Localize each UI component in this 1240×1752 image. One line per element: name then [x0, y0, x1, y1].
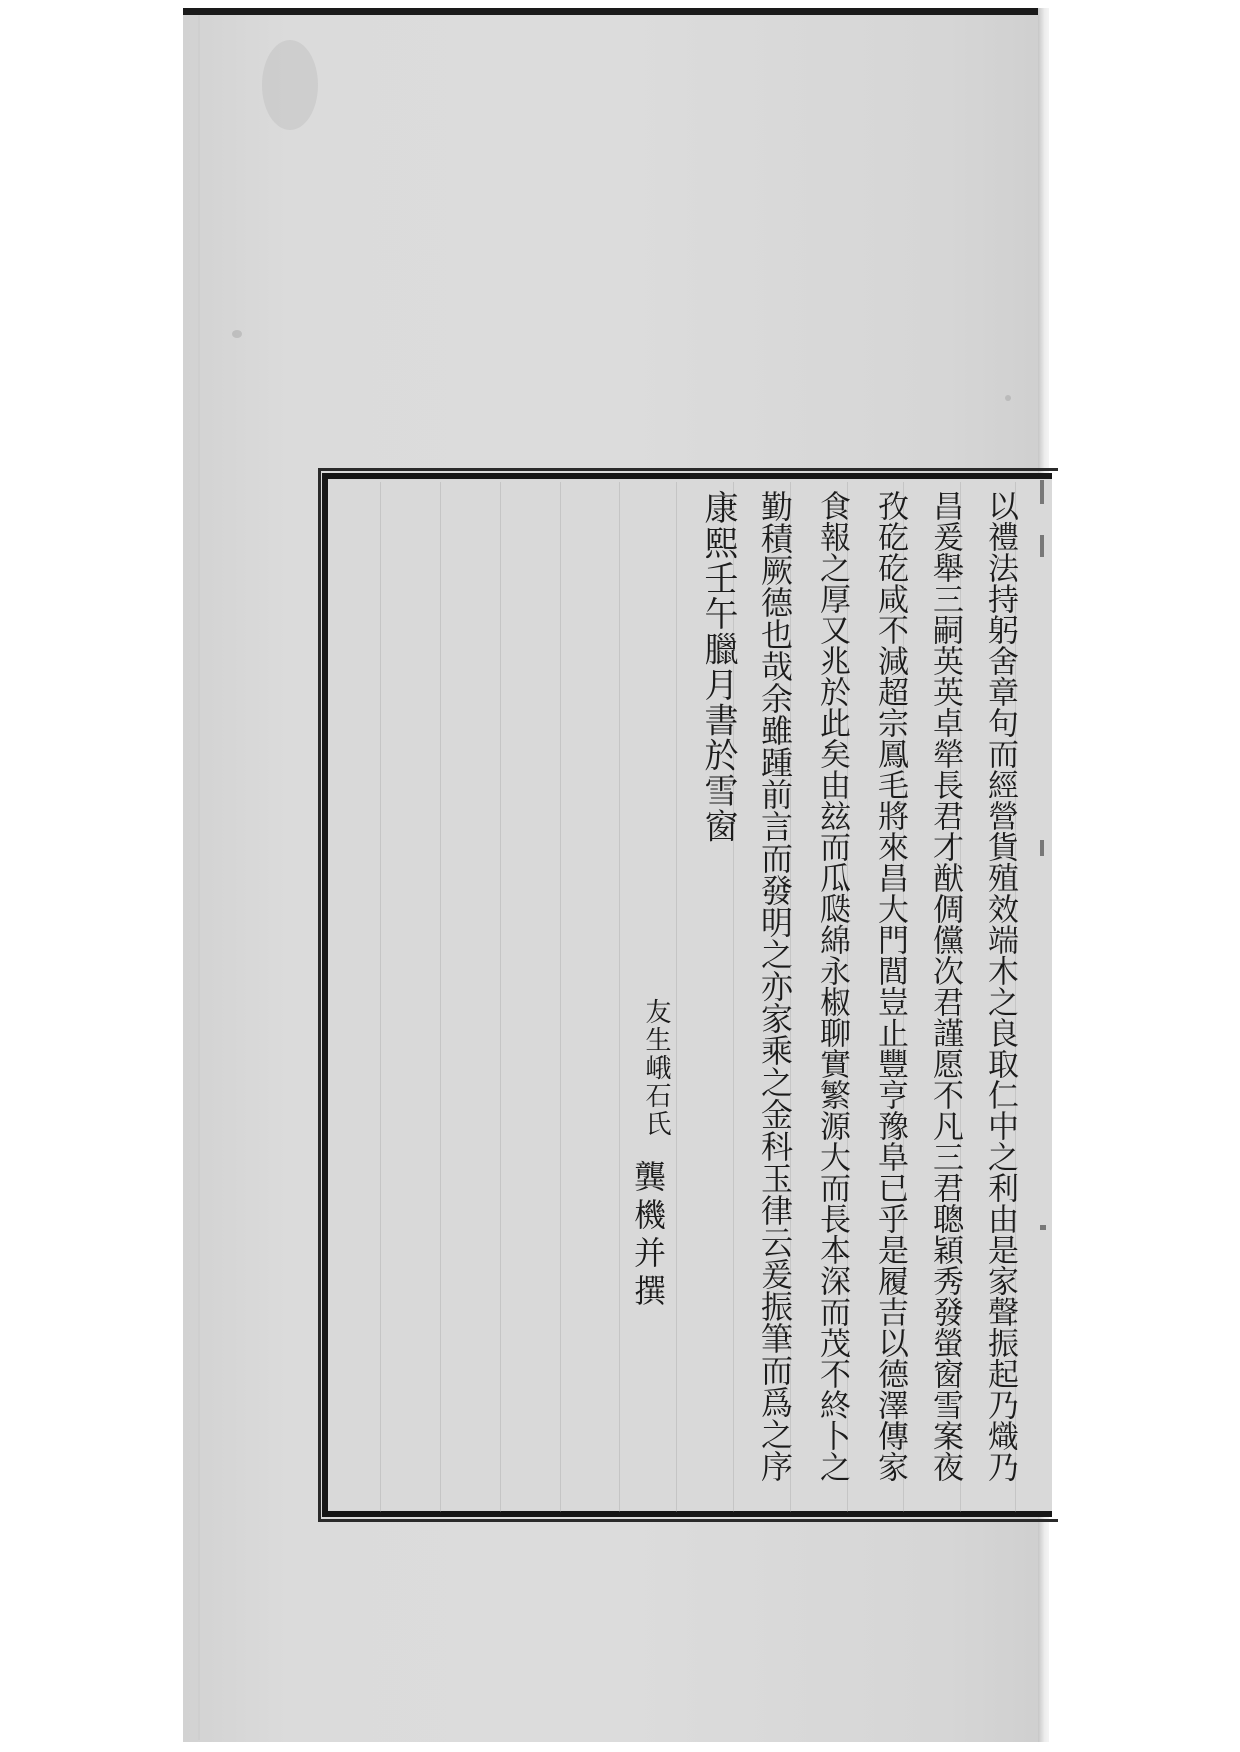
column-rule: [560, 482, 561, 1512]
text-column-4: 食報之厚又兆於此矣由玆而瓜瓞綿永椒聊實繁源大而長本深而茂不終卜之: [814, 490, 850, 1482]
column-rule: [619, 482, 620, 1512]
column-rule: [500, 482, 501, 1512]
date-column: 康熙壬午臘月書於雪窗: [698, 490, 738, 844]
stain-mark: [262, 40, 318, 130]
bleed-through-mark: [1040, 1225, 1046, 1230]
author-courtesy-name: 友生峨石氏: [641, 998, 671, 1138]
bleed-through-mark: [1040, 535, 1044, 557]
bleed-through-mark: [1040, 840, 1044, 856]
fold-line: [198, 15, 200, 1740]
text-column-3: 孜矻矻咸不減超宗鳳毛將來昌大門閭豈止豐亨豫阜已乎是履吉以德澤傳家: [872, 490, 908, 1482]
text-column-2: 昌爰舉三嗣英英卓犖長君才猷倜儻次君謹愿不凡三君聰穎秀發螢窗雪案夜: [927, 490, 963, 1482]
stain-dot: [1005, 395, 1011, 401]
bleed-through-mark: [1040, 480, 1044, 504]
column-rule: [380, 482, 381, 1512]
column-rule: [440, 482, 441, 1512]
author-signature: 龔機并撰: [629, 1160, 667, 1312]
text-column-5: 勤積厥德也哉余雖踵前言而發明之亦家乘之金科玉律云爰振筆而爲之序: [756, 490, 794, 1482]
text-column-1: 以禮法持躬舍章句而經營貨殖效端木之良取仁中之利由是家聲振起乃熾乃: [982, 490, 1018, 1482]
stain-dot: [232, 330, 242, 338]
column-rule: [676, 482, 677, 1512]
